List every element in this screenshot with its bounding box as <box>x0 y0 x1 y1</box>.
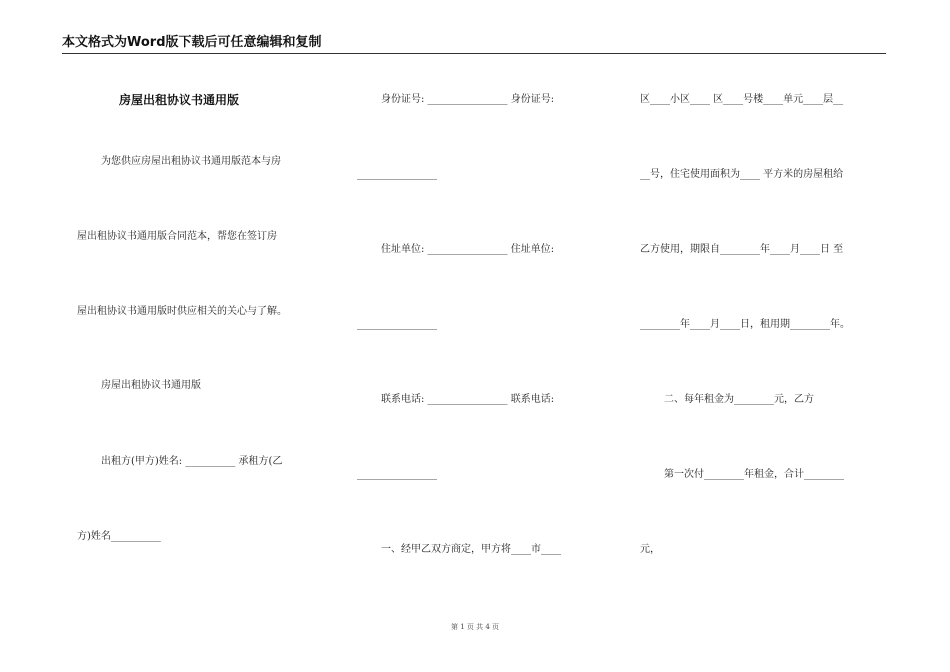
document-title: 房屋出租协议书通用版 <box>119 93 240 107</box>
id-number-blank: ________________ <box>357 169 437 180</box>
address-blank: ________________ <box>357 319 437 330</box>
phone-line: 联系电话: ________________ 联系电话: <box>381 394 555 405</box>
clause-2-line: 二、每年租金为________元，乙方 <box>664 394 814 405</box>
section-subtitle: 房屋出租协议书通用版 <box>101 380 201 391</box>
intro-line-2: 屋出租协议书通用版合同范本，帮您在签订房 <box>77 231 277 242</box>
intro-line-1: 为您供应房屋出租协议书通用版范本与房 <box>101 156 281 167</box>
area-line: __号，住宅使用面积为____ 平方米的房屋租给 <box>640 169 844 180</box>
phone-blank: ________________ <box>357 469 437 480</box>
address-line: 住址单位: ________________ 住址单位: <box>381 244 555 255</box>
yuan-line: 元， <box>640 544 660 555</box>
header-title: 本文格式为Word版下载后可任意编辑和复制 <box>62 35 322 50</box>
intro-line-3: 屋出租协议书通用版时供应相关的关心与了解。 <box>77 306 287 317</box>
location-line: 区____小区____ 区____号楼____单元____层__ <box>640 94 844 105</box>
page-header <box>62 35 886 54</box>
id-number-line: 身份证号: ________________ 身份证号: <box>381 94 555 105</box>
lessee-name-line: 方)姓名__________ <box>77 531 161 542</box>
lessor-name-line: 出租方(甲方)姓名: __________ 承租方(乙 <box>101 456 283 467</box>
period-line-1: 乙方使用，期限自________年____月____日 至 <box>640 244 844 255</box>
page-footer: 第 1 页 共 4 页 <box>450 623 500 631</box>
first-payment-line: 第一次付________年租金，合计________ <box>664 469 844 480</box>
clause-1-line: 一、经甲乙双方商定，甲方将____市____ <box>381 544 561 555</box>
period-line-2: ________年____月____日，租用期________年。 <box>640 319 850 330</box>
